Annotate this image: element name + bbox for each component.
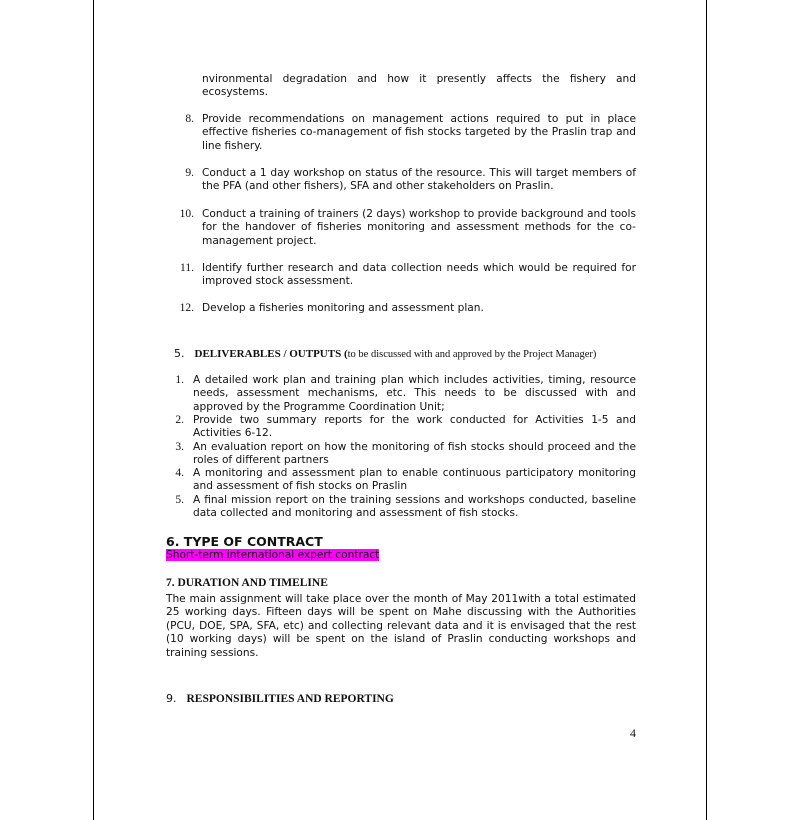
activity-text: Develop a fisheries monitoring and assessment plan.: [202, 302, 484, 314]
activity-number: 12.: [179, 302, 194, 314]
section5-title: DELIVERABLES / OUTPUTS (: [194, 348, 348, 360]
deliverable-number: 4.: [175, 467, 184, 479]
section9-number: 9.: [166, 692, 177, 705]
activity-number: 9.: [185, 167, 194, 179]
activity-text: Conduct a training of trainers (2 days) workshop to provide background and tools for the handover of fisheries monitoring and assessment methods for the co-management project.: [202, 208, 636, 247]
contract-type: Short-term international expert contract: [166, 549, 380, 561]
section5-number: 5.: [174, 347, 185, 360]
deliverable-text: A final mission report on the training sessions and workshops conducted, baseline data collected and monitoring and assessment of fish stocks.: [193, 494, 636, 520]
page-number: 4: [630, 726, 636, 740]
activity-number: 10.: [179, 208, 194, 220]
section5-note: to be discussed with and approved by the Project Manager): [347, 349, 597, 360]
deliverable-text: A detailed work plan and training plan which includes activities, timing, resource needs, assessment mechanisms, etc. This needs to be discussed with and approved by the Programme Coordination Unit;: [193, 374, 636, 413]
section7-body: The main assignment will take place over the month of May 2011with a total estimated 25 working days. Fifteen days will be spent on Mahe discussing with the Authorities (PCU, DOE, SPA, SFA, etc) and collecting relevant data and it is envisaged that the rest (10 working days) will be spent on the island of Praslin conducting workshops and training sessions.: [166, 593, 636, 659]
contract-type-line: [166, 549, 379, 562]
activity-text: Conduct a 1 day workshop on status of the resource. This will target members of the PFA (and other fishers), SFA and other stakeholders on Praslin.: [202, 167, 636, 193]
section6-heading: 6. TYPE OF CONTRACT: [166, 534, 323, 549]
activity-text: Provide recommendations on management actions required to put in place effective fisheries co-management of fish stocks targeted by the Praslin trap and line fishery.: [202, 113, 636, 152]
activity-number: 8.: [185, 113, 194, 125]
deliverable-number: 1.: [175, 374, 184, 386]
section7-heading: 7. DURATION AND TIMELINE: [166, 577, 328, 589]
document-page: [93, 0, 707, 820]
deliverable-text: An evaluation report on how the monitoring of fish stocks should proceed and the roles of different partners: [193, 441, 636, 467]
section9-heading: [166, 689, 394, 707]
deliverable-number: 2.: [175, 414, 184, 426]
deliverable-number: 3.: [175, 441, 184, 453]
deliverable-text: A monitoring and assessment plan to enable continuous participatory monitoring and assessment of fish stocks on Praslin: [193, 467, 636, 493]
activity-number: 11.: [180, 262, 194, 274]
section5-heading: [174, 344, 596, 362]
section9-title: RESPONSIBILITIES AND REPORTING: [186, 693, 394, 705]
intro-continuation: nvironmental degradation and how it presently affects the fishery and ecosystems.: [202, 73, 636, 99]
deliverable-number: 5.: [175, 494, 184, 506]
deliverable-text: Provide two summary reports for the work conducted for Activities 1-5 and Activities 6-12.: [193, 414, 636, 440]
activity-text: Identify further research and data collection needs which would be required for improved stock assessment.: [202, 262, 636, 288]
